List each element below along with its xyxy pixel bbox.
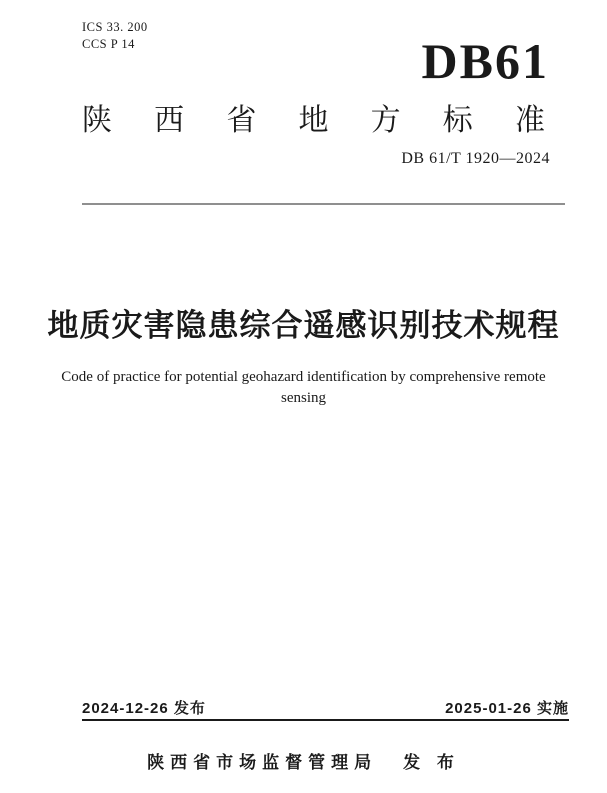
db61-logo: DB61 [421, 33, 549, 89]
dates-row [82, 701, 569, 716]
document-title-en-line1: Code of practice for potential geohazard identification by comprehensive remote [61, 369, 546, 385]
footer-rule [82, 719, 569, 721]
publisher-name: 陕西省市场监督管理局 [147, 753, 378, 772]
header-rule [82, 203, 565, 205]
classification-codes [82, 19, 148, 53]
implementation-date: 2025-01-26 实施 [445, 700, 569, 717]
publish-action-label: 发 布 [403, 753, 460, 772]
document-title-cn: 地质灾害隐患综合遥感识别技术规程 [47, 308, 560, 343]
ccs-code: CCS P 14 [82, 37, 135, 51]
document-title-en [60, 367, 547, 409]
ics-code: ICS 33. 200 [82, 20, 148, 34]
standard-number: DB 61/T 1920—2024 [401, 150, 550, 167]
document-title-en-line2: sensing [281, 390, 326, 406]
standard-category-title: 陕 西 省 地 方 标 准 [82, 104, 545, 137]
publisher-row [0, 753, 607, 773]
issue-date: 2024-12-26 发布 [82, 700, 206, 717]
